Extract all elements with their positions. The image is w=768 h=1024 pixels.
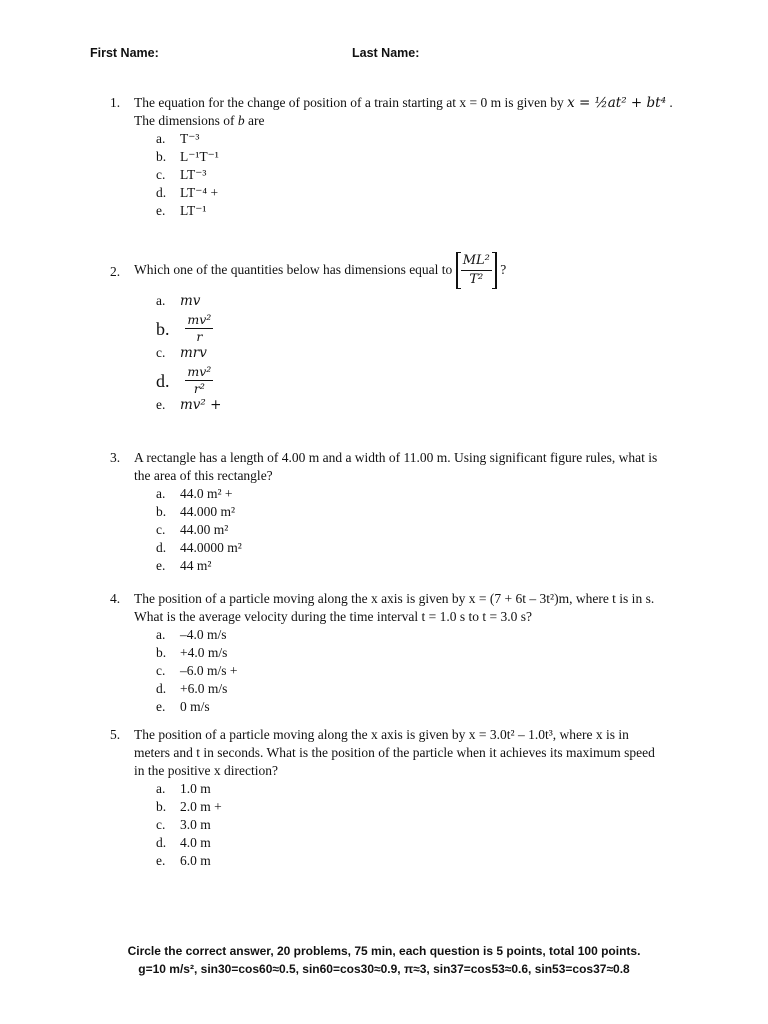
option-letter: e. xyxy=(156,397,166,412)
option[interactable] xyxy=(156,166,690,184)
question-number: 2. xyxy=(110,264,121,279)
option-text: 44.0 m² + xyxy=(180,486,233,501)
fraction-numerator: mv² xyxy=(187,312,212,327)
option[interactable] xyxy=(156,364,690,394)
option-text: mv² + xyxy=(180,397,222,413)
question-stem-cont: x = 0 m is given by xyxy=(459,95,564,110)
option[interactable] xyxy=(156,312,690,342)
question-2 xyxy=(110,250,690,414)
option-letter: a. xyxy=(156,131,166,146)
option[interactable] xyxy=(156,202,690,220)
options-list xyxy=(156,485,690,575)
option-text: mrv xyxy=(180,345,207,361)
option-letter: b. xyxy=(156,318,170,339)
option[interactable] xyxy=(156,344,690,362)
option-fraction xyxy=(185,364,213,397)
line2-var: b xyxy=(237,113,245,128)
option[interactable] xyxy=(156,662,690,680)
option-letter: c. xyxy=(156,817,166,832)
line2-end: are xyxy=(248,113,265,128)
question-line2: the area of this rectangle? xyxy=(134,468,273,483)
option[interactable] xyxy=(156,680,690,698)
question-line2: What is the average velocity during the time interval t = 1.0 s to t = 3.0 s? xyxy=(134,609,532,624)
option-text: LT⁻³ xyxy=(180,167,207,182)
option-text: 44.00 m² xyxy=(180,522,229,537)
footer-constants: g=10 m/s², sin30=cos60≈0.5, sin60=cos30≈0.9, π≈3, sin37=cos53≈0.6, sin53=cos37≈0.8 xyxy=(138,962,630,976)
question-line2: meters and t in seconds. What is the position of the particle when it achieves its maximum speed xyxy=(134,745,655,760)
option-letter: c. xyxy=(156,522,166,537)
question-line1: The position of a particle moving along the x axis is given by x = (7 + 6t – 3t²)m, where t is in s. xyxy=(134,591,655,606)
options-list xyxy=(156,780,690,870)
option-letter: a. xyxy=(156,486,166,501)
option-letter: b. xyxy=(156,504,167,519)
option-text: +4.0 m/s xyxy=(180,645,228,660)
option-letter: b. xyxy=(156,149,167,164)
option-letter: a. xyxy=(156,781,166,796)
option[interactable] xyxy=(156,521,690,539)
option-letter: e. xyxy=(156,558,166,573)
question-number: 3. xyxy=(110,450,121,465)
option-text: mv xyxy=(180,293,201,309)
option[interactable] xyxy=(156,698,690,716)
option[interactable] xyxy=(156,292,690,310)
equation: x = ½at² + bt⁴ xyxy=(567,95,667,111)
first-name-label: First Name: xyxy=(90,46,159,60)
option-text: T⁻³ xyxy=(180,131,200,146)
option[interactable] xyxy=(156,626,690,644)
option-letter: d. xyxy=(156,185,167,200)
option-text: L⁻¹T⁻¹ xyxy=(180,149,219,164)
option[interactable] xyxy=(156,644,690,662)
option-text: –6.0 m/s + xyxy=(180,663,238,678)
fraction-denominator: r xyxy=(196,329,203,344)
question-stem: Which one of the quantities below has dimensions equal to xyxy=(134,262,453,277)
option-letter: d. xyxy=(156,681,167,696)
option[interactable] xyxy=(156,148,690,166)
option-text: 0 m/s xyxy=(180,699,210,714)
options-list xyxy=(156,130,690,220)
option-letter: e. xyxy=(156,203,166,218)
option-letter: c. xyxy=(156,345,166,360)
question-number: 1. xyxy=(110,95,121,110)
option[interactable] xyxy=(156,816,690,834)
option-letter: d. xyxy=(156,540,167,555)
bracket-denominator: T² xyxy=(469,272,484,288)
option-letter: e. xyxy=(156,853,166,868)
option-text: +6.0 m/s xyxy=(180,681,228,696)
question-line2 xyxy=(134,112,690,130)
fraction-numerator: mv² xyxy=(187,364,212,379)
question-1 xyxy=(110,94,690,220)
option[interactable] xyxy=(156,557,690,575)
question-3 xyxy=(110,449,690,575)
last-name-label: Last Name: xyxy=(352,46,420,60)
options-list xyxy=(156,292,690,414)
option-letter: a. xyxy=(156,627,166,642)
option[interactable] xyxy=(156,834,690,852)
option[interactable] xyxy=(156,184,690,202)
option-letter: d. xyxy=(156,835,167,850)
bracket-numerator: ML² xyxy=(461,252,492,271)
option-text: 6.0 m xyxy=(180,853,211,868)
option-text: –4.0 m/s xyxy=(180,627,227,642)
option[interactable] xyxy=(156,798,690,816)
option[interactable] xyxy=(156,539,690,557)
option-text: 2.0 m + xyxy=(180,799,222,814)
option-text: 44 m² xyxy=(180,558,212,573)
question-text xyxy=(134,250,690,290)
option-text: 44.000 m² xyxy=(180,504,236,519)
question-line3: in the positive x direction? xyxy=(134,763,278,778)
option[interactable] xyxy=(156,503,690,521)
question-number: 5. xyxy=(110,727,121,742)
option-letter: d. xyxy=(156,370,170,391)
option[interactable] xyxy=(156,852,690,870)
option-letter: c. xyxy=(156,663,166,678)
option-text: 1.0 m xyxy=(180,781,211,796)
dimension-bracket xyxy=(456,252,497,289)
option-letter: b. xyxy=(156,799,167,814)
option-letter: e. xyxy=(156,699,166,714)
question-line1: A rectangle has a length of 4.00 m and a width of 11.00 m. Using significant figure rules, what is xyxy=(134,450,658,465)
question-5 xyxy=(110,726,690,870)
fraction-denominator: r² xyxy=(193,381,205,396)
question-number: 4. xyxy=(110,591,121,606)
option[interactable] xyxy=(156,130,690,148)
option-text: 3.0 m xyxy=(180,817,211,832)
option-text: 44.0000 m² xyxy=(180,540,242,555)
option[interactable] xyxy=(156,396,690,414)
option-letter: a. xyxy=(156,293,166,308)
question-stem: The equation for the change of position of a train starting at xyxy=(134,95,457,110)
line2-text: The dimensions of xyxy=(134,113,235,128)
option[interactable] xyxy=(156,780,690,798)
question-text: The equation for the change of position of a train starting at x = 0 m is given by x = ½at² + bt⁴ . xyxy=(134,95,673,111)
option-letter: b. xyxy=(156,645,167,660)
option-text: LT⁻¹ xyxy=(180,203,207,218)
question-line1: The position of a particle moving along the x axis is given by x = 3.0t² – 1.0t³, where x is in xyxy=(134,727,629,742)
footer-instructions: Circle the correct answer, 20 problems, 75 min, each question is 5 points, total 100 points. xyxy=(127,944,641,958)
option-text: LT⁻⁴ + xyxy=(180,185,219,200)
question-end: ? xyxy=(500,262,507,277)
options-list xyxy=(156,626,690,716)
option[interactable] xyxy=(156,485,690,503)
option-letter: c. xyxy=(156,167,166,182)
option-fraction xyxy=(185,312,213,345)
option-text: 4.0 m xyxy=(180,835,211,850)
question-4 xyxy=(110,590,690,716)
